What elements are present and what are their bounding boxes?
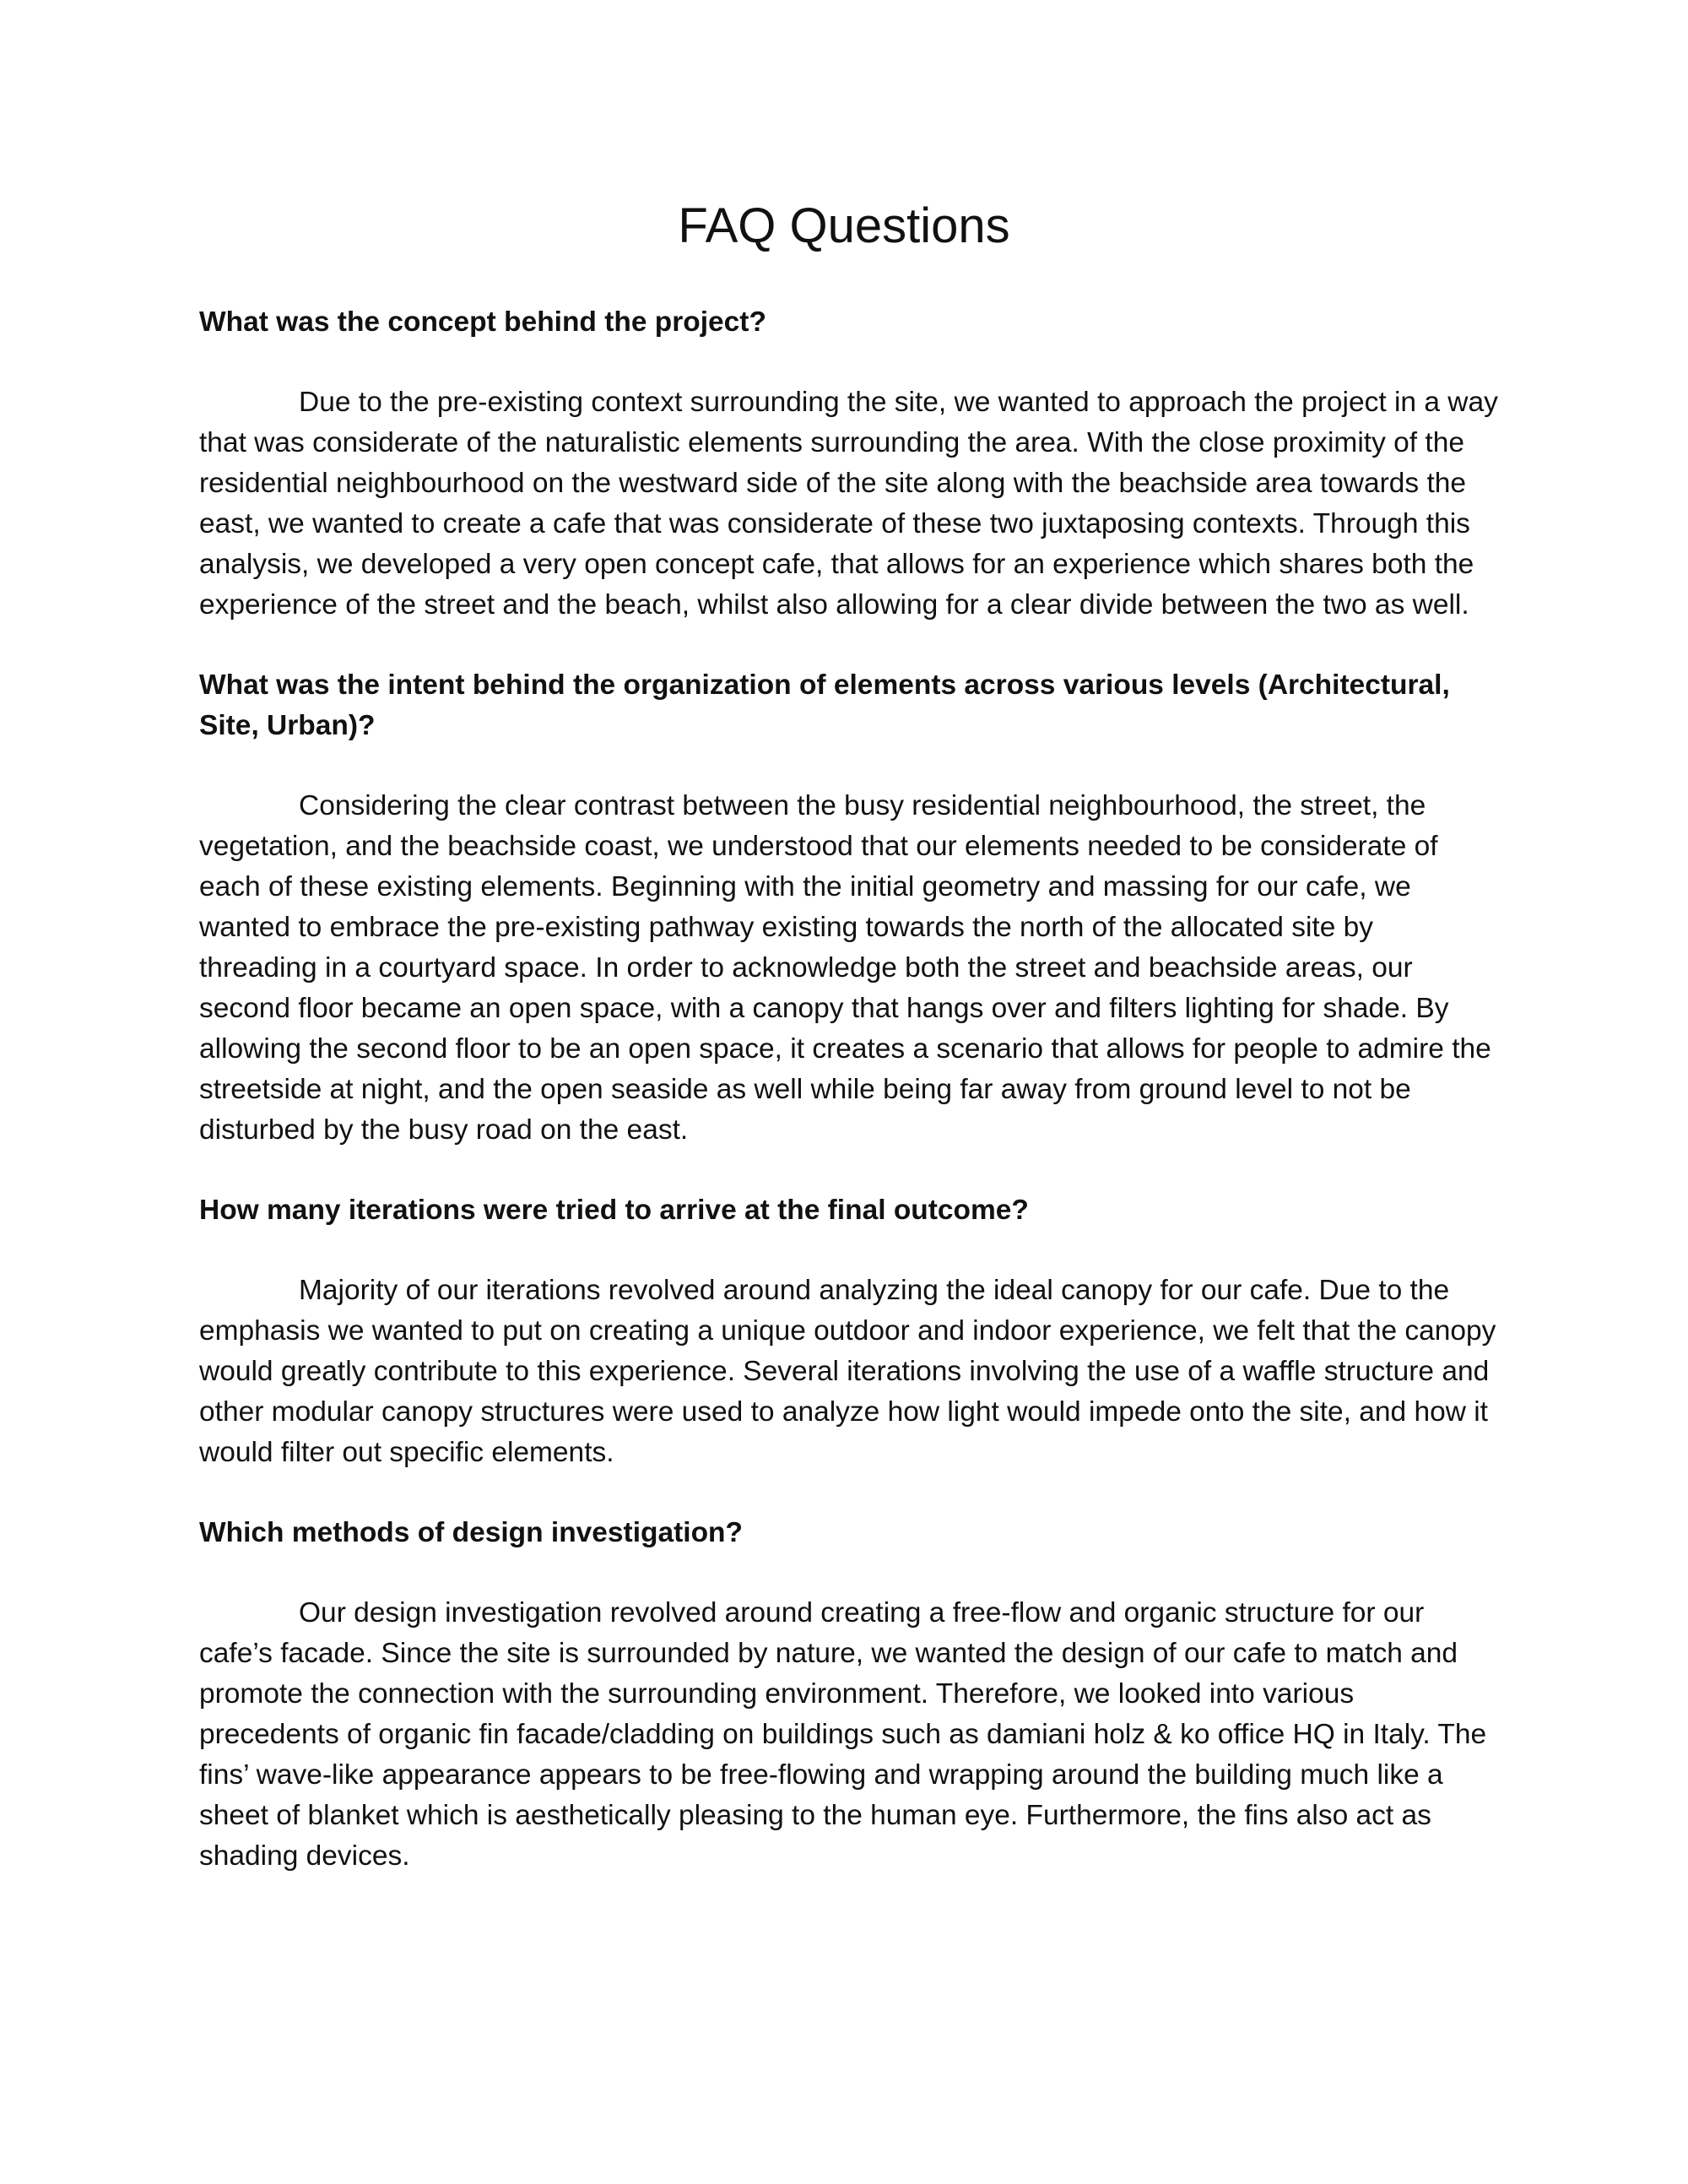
faq-answer: Our design investigation revolved around creating a free-flow and organic structure for our cafe’s facade. Since the site is surrounded by nature, we wanted the design of our cafe to match and promote the connection with the surrounding environment. Therefore, we looked into various precedents of organic fin facade/cladding on buildings such as damiani holz & ko office HQ in Italy. The fins’ wave-like appearance appears to be free-flowing and wrapping around the building much like a sheet of blanket which is aesthetically pleasing to the human eye. Furthermore, the fins also act as shading devices. — [199, 1597, 1487, 1872]
faq-question: What was the concept behind the project? — [199, 306, 766, 338]
faq-list — [199, 302, 1499, 1916]
faq-question: How many iterations were tried to arrive at the final outcome? — [199, 1195, 1029, 1226]
faq-item — [199, 1513, 1499, 1877]
faq-item — [199, 665, 1499, 1151]
page-title: FAQ Questions — [678, 198, 1010, 253]
faq-answer: Due to the pre-existing context surrounding the site, we wanted to approach the project in a way that was considerate of the naturalistic elements surrounding the area. With the close proximity of the residential neighbourhood on the westward side of the site along with the beachside area towards the east, we wanted to create a cafe that was considerate of these two juxtaposing contexts. Through this analysis, we developed a very open concept cafe, that allows for an experience which shares both the experience of the street and the beach, whilst also allowing for a clear divide between the two as well. — [199, 387, 1498, 621]
faq-item — [199, 302, 1499, 626]
faq-question: What was the intent behind the organization of elements across various levels (Architectural, Site, Urban)? — [199, 669, 1450, 741]
faq-item — [199, 1190, 1499, 1473]
faq-answer: Majority of our iterations revolved around analyzing the ideal canopy for our cafe. Due to the emphasis we wanted to put on creating a unique outdoor and indoor experience, we felt that the canopy would greatly contribute to this experience. Several iterations involving the use of a waffle structure and other modular canopy structures were used to analyze how light would impede onto the site, and how it would filter out specific elements. — [199, 1275, 1496, 1468]
faq-answer: Considering the clear contrast between the busy residential neighbourhood, the street, the vegetation, and the beachside coast, we understood that our elements needed to be considerate of each of these existing elements. Beginning with the initial geometry and massing for our cafe, we wanted to embrace the pre-existing pathway existing towards the north of the allocated site by threading in a courtyard space. In order to acknowledge both the street and beachside areas, our second floor became an open space, with a canopy that hangs over and filters lighting for shade. By allowing the second floor to be an open space, it creates a scenario that allows for people to admire the streetside at night, and the open seaside as well while being far away from ground level to not be disturbed by the busy road on the east. — [199, 790, 1491, 1146]
faq-question: Which methods of design investigation? — [199, 1517, 743, 1548]
